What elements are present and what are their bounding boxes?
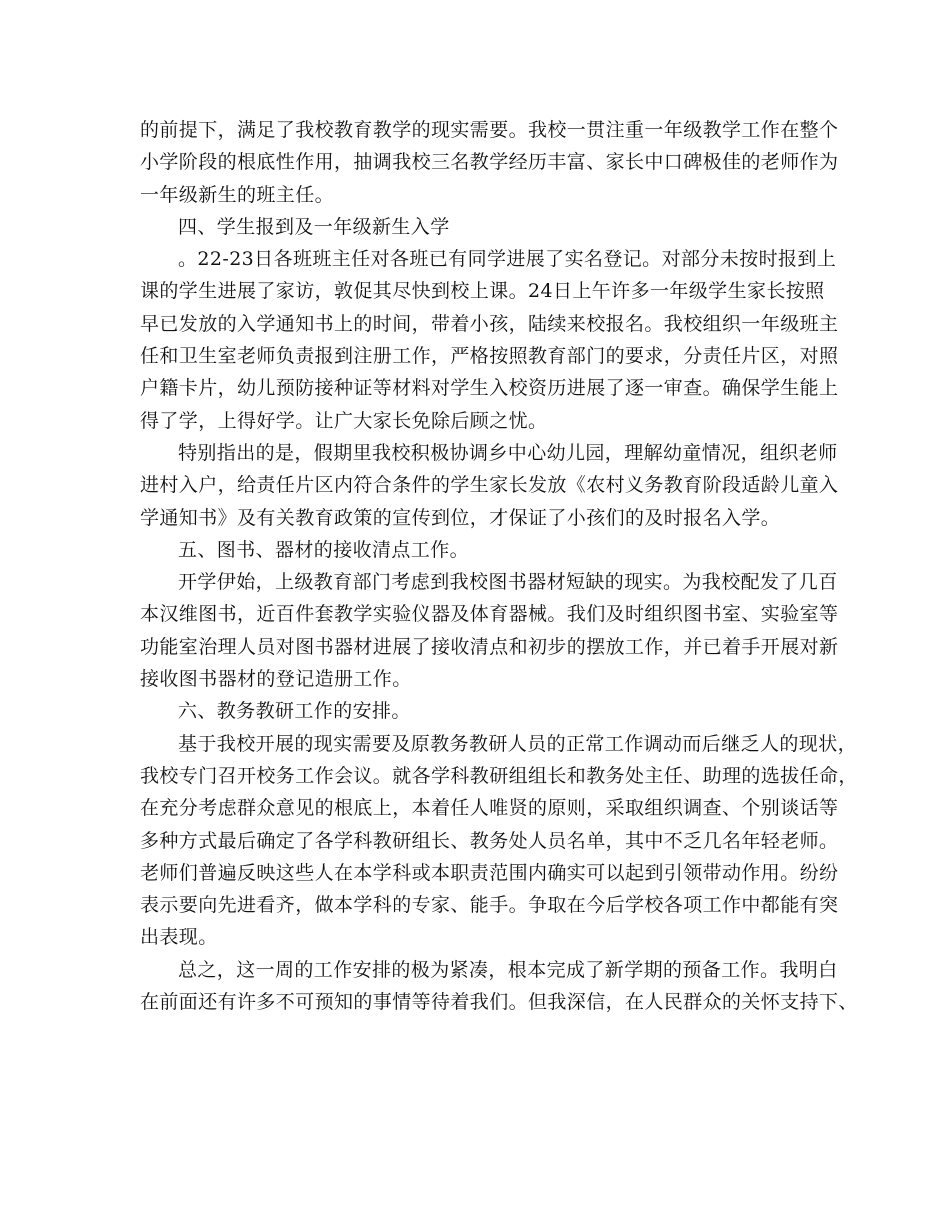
text-line: 得了学，上得好学。让广大家长免除后顾之忧。 [140,409,548,432]
text-line: 的前提下，满足了我校教育教学的现实需要。我校一贯注重一年级教学工作在整个 [140,119,839,141]
text-line: 进村入户，给责任片区内符合条件的学生家长发放《农村义务教育阶段适龄儿童入 [140,474,839,497]
text-line: 表示要向先进看齐，做本学科的专家、能手。争取在今后学校各项工作中都能有突 [140,894,839,917]
text-line: 一年级新生的班主任。 [140,183,335,206]
text-line: 老师们普遍反映这些人在本学科或本职责范围内确实可以起到引领带动作用。纷纷 [140,861,839,884]
text-line: 出表现。 [140,926,218,949]
text-line: 学通知书》及有关教育政策的宣传到位，才保证了小孩们的及时报名入学。 [140,506,781,529]
text-line: 我校专门召开校务工作会议。就各学科教研组组长和教务处主任、助理的选拔任命， [140,764,858,787]
text-line: 六、教务教研工作的安排。 [178,700,411,723]
text-line: 功能室治理人员对图书器材进展了接收清点和初步的摆放工作，并已着手开展对新 [140,635,839,658]
text-line: 任和卫生室老师负责报到注册工作，严格按照教育部门的要求，分责任片区，对照 [140,345,839,368]
text-line: 小学阶段的根底性作用，抽调我校三名教学经历丰富、家长中口碑极佳的老师作为 [140,151,839,174]
text-line: 。22-23日各班班主任对各班已有同学进展了实名登记。对部分未按时报到上 [178,248,837,271]
text-line: 户籍卡片，幼儿预防接种证等材料对学生入校资历进展了逐一审查。确保学生能上 [140,377,839,400]
text-line: 五、图书、器材的接收清点工作。 [178,538,470,561]
text-line: 特别指出的是，假期里我校积极协调乡中心幼儿园，理解幼童情况，组织老师 [178,441,838,464]
text-line: 四、学生报到及一年级新生入学 [178,215,450,238]
text-line: 课的学生进展了家访，敦促其尽快到校上课。24日上午许多一年级学生家长按照 [140,280,825,303]
text-line: 本汉维图书，近百件套教学实验仪器及体育器械。我们及时组织图书室、实验室等 [140,603,839,626]
text-line: 基于我校开展的现实需要及原教务教研人员的正常工作调动而后继乏人的现状， [178,732,858,755]
document-body [140,114,858,1018]
text-line: 总之，这一周的工作安排的极为紧凑，根本完成了新学期的预备工作。我明白 [178,958,838,981]
text-line: 开学伊始，上级教育部门考虑到我校图书器材短缺的现实。为我校配发了几百 [178,571,838,594]
text-line: 多种方式最后确定了各学科教研组长、教务处人员名单，其中不乏几名年轻老师。 [140,829,839,852]
text-line: 在前面还有许多不可预知的事情等待着我们。但我深信，在人民群众的关怀支持下、 [140,991,858,1014]
text-line: 接收图书器材的登记造册工作。 [140,668,412,691]
text-line: 在充分考虑群众意见的根底上，本着任人唯贤的原则，采取组织调查、个别谈话等 [140,797,839,820]
text-line: 早已发放的入学通知书上的时间，带着小孩，陆续来校报名。我校组织一年级班主 [140,312,839,335]
